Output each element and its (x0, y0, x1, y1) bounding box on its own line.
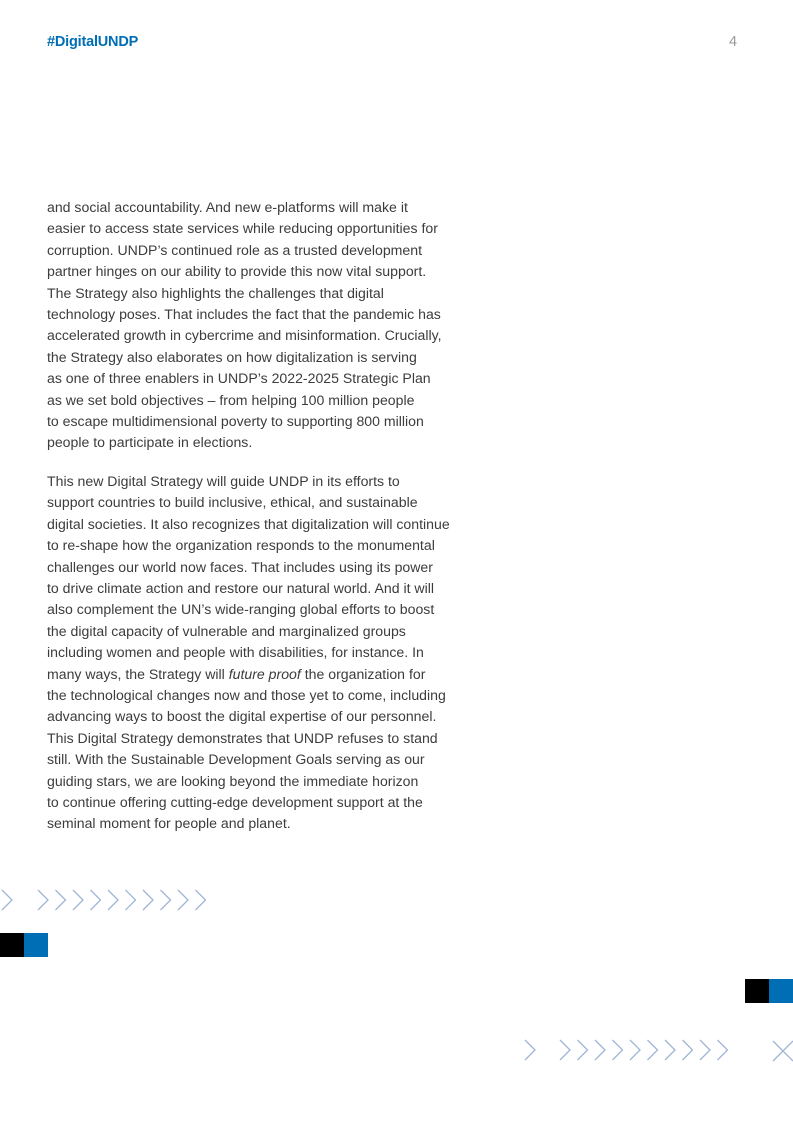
chevron-right-icon (0, 888, 220, 914)
text-line: guiding stars, we are looking beyond the immediate horizon (47, 772, 419, 789)
chevron-right-icon (91, 890, 101, 910)
chevron-right-icon (196, 890, 206, 910)
text-line: accelerated growth in cybercrime and misinformation. Crucially, (47, 327, 442, 344)
blue-square-icon (769, 979, 793, 1003)
black-square-icon (745, 979, 769, 1003)
text-line: the Strategy also elaborates on how digitalization is serving (47, 348, 417, 365)
black-square-icon (0, 933, 24, 957)
text-line: advancing ways to boost the digital expertise of our personnel. (47, 708, 437, 725)
chevron-right-icon (665, 1040, 675, 1060)
text-line: challenges our world now faces. That includes using its power (47, 558, 433, 575)
chevron-right-icon (2, 890, 12, 910)
chevron-right-icon (73, 890, 83, 910)
chevron-right-icon (560, 1040, 570, 1060)
text-line-emphasis (47, 664, 487, 685)
text-segment: many ways, the Strategy will (47, 665, 229, 682)
chevron-right-icon (525, 1040, 535, 1060)
text-line: still. With the Sustainable Development Goals serving as our (47, 751, 425, 768)
text-line: The Strategy also highlights the challenges that digital (47, 284, 384, 301)
chevron-right-icon (630, 1040, 640, 1060)
text-line: to escape multidimensional poverty to supporting 800 million (47, 413, 424, 430)
blue-square-icon (24, 933, 48, 957)
text-line: digital societies. It also recognizes that digitalization will continue (47, 515, 450, 532)
chevron-right-icon (108, 890, 118, 910)
text-line: This Digital Strategy demonstrates that UNDP refuses to stand (47, 729, 438, 746)
text-line: to continue offering cutting-edge development support at the (47, 793, 423, 810)
text-line: corruption. UNDP’s continued role as a trusted development (47, 241, 422, 258)
text-line: also complement the UN’s wide-ranging global efforts to boost (47, 601, 435, 618)
text-line: and social accountability. And new e-platforms will make it (47, 199, 408, 215)
chevron-right-icon (56, 890, 66, 910)
chevron-right-icon (578, 1040, 588, 1060)
body-text (47, 197, 487, 835)
chevron-right-icon (126, 890, 136, 910)
chevron-right-icon (700, 1040, 710, 1060)
chevron-right-icon (613, 1040, 623, 1060)
text-line: including women and people with disabilities, for instance. In (47, 644, 424, 661)
chevron-right-icon (515, 1038, 793, 1064)
cross-icon (770, 1040, 793, 1062)
chevron-right-icon (718, 1040, 728, 1060)
chevron-right-icon (143, 890, 153, 910)
text-line: partner hinges on our ability to provide this now vital support. (47, 263, 427, 280)
emphasis-text: future proof (228, 665, 301, 682)
paragraph-2 (47, 471, 487, 835)
text-line: as one of three enablers in UNDP’s 2022-2025 Strategic Plan (47, 370, 431, 387)
paragraph-1 (47, 197, 487, 454)
text-line: seminal moment for people and planet. (47, 815, 291, 832)
text-line: the digital capacity of vulnerable and marginalized groups (47, 622, 406, 639)
page-number: 4 (729, 34, 738, 50)
chevron-right-icon (683, 1040, 693, 1060)
text-line: support countries to build inclusive, ethical, and sustainable (47, 494, 418, 511)
text-segment: the organization for (300, 665, 426, 682)
text-line: to drive climate action and restore our natural world. And it will (47, 579, 434, 596)
text-line: people to participate in elections. (47, 434, 253, 451)
chevron-right-icon (178, 890, 188, 910)
text-line: This new Digital Strategy will guide UNDP in its efforts to (47, 472, 400, 489)
chevron-right-icon (38, 890, 48, 910)
hashtag-title: #DigitalUNDP (47, 34, 139, 50)
chevron-right-icon (161, 890, 171, 910)
text-line: the technological changes now and those yet to come, including (47, 686, 446, 703)
text-line: technology poses. That includes the fact that the pandemic has (47, 306, 441, 323)
text-line: to re-shape how the organization responds to the monumental (47, 537, 435, 554)
text-line: as we set bold objectives – from helping 100 million people (47, 391, 415, 408)
chevron-right-icon (595, 1040, 605, 1060)
text-line: easier to access state services while reducing opportunities for (47, 220, 438, 237)
chevron-right-icon (648, 1040, 658, 1060)
